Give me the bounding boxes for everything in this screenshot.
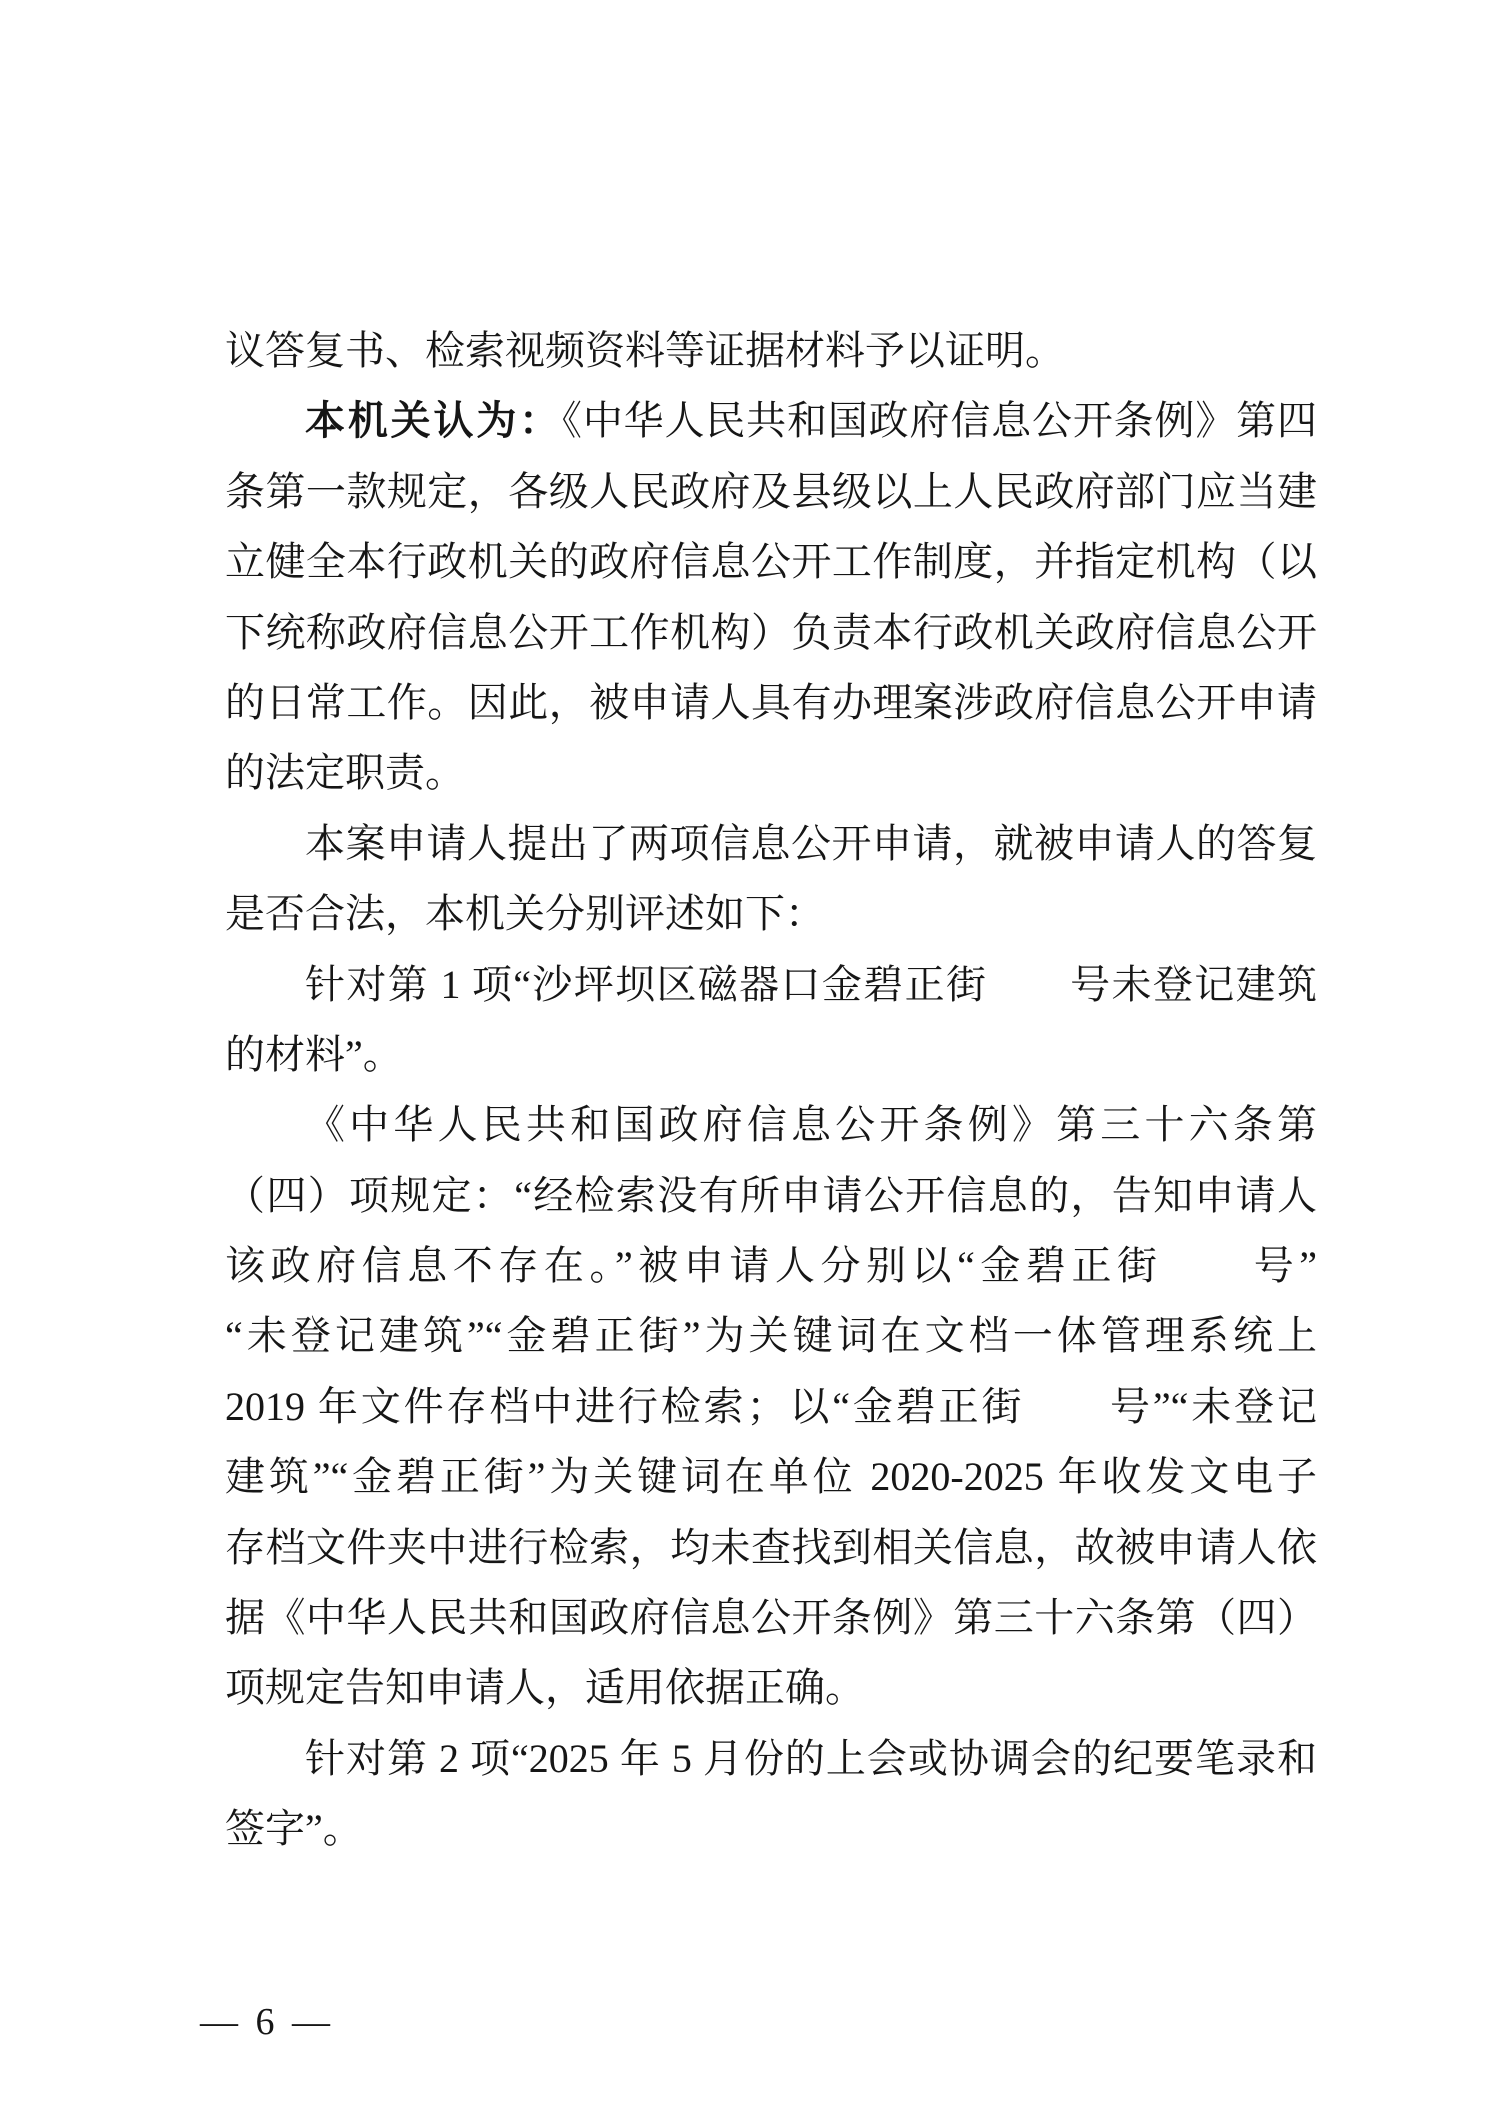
text-line: 是否合法，本机关分别评述如下： [225,891,825,937]
text-line: 2019 年文件存档中进行检索；以“金碧正街 号”“未登记 [225,1383,1317,1429]
text-line: 《中华人民共和国政府信息公开条例》第三十六条第 [305,1102,1317,1148]
bold-lead-text: 本机关认为： [305,399,562,444]
text-line: 议答复书、检索视频资料等证据材料予以证明。 [225,328,1065,373]
text-line: 该政府信息不存在。”被申请人分别以“金碧正街 号” [225,1243,1317,1289]
text-line [225,386,1317,456]
line-text: 《中华人民共和国政府信息公开条例》第四 [562,398,1317,444]
text-line: 的法定职责。 [225,750,465,796]
text-line: 据《中华人民共和国政府信息公开条例》第三十六条第（四） [225,1595,1317,1641]
text-line: 针对第 1 项“沙坪坝区磁器口金碧正街 号未登记建筑 [305,961,1317,1007]
text-line: 下统称政府信息公开工作机构）负责本行政机关政府信息公开 [225,609,1317,655]
text-line: 的材料”。 [225,1031,403,1077]
text-line: 项规定告知申请人，适用依据正确。 [225,1665,865,1711]
text-line: 立健全本行政机关的政府信息公开工作制度，并指定机构（以 [225,539,1317,585]
text-line: 针对第 2 项“2025 年 5 月份的上会或协调会的纪要笔录和 [305,1735,1317,1781]
text-line: （四）项规定：“经检索没有所申请公开信息的，告知申请人 [225,1172,1317,1218]
text-line: 签字”。 [225,1806,363,1852]
page-number: — 6 — [200,2001,334,2043]
text-line: “未登记建筑”“金碧正街”为关键词在文档一体管理系统上 [225,1313,1317,1359]
text-line: 存档文件夹中进行检索，均未查找到相关信息，故被申请人依 [225,1524,1317,1570]
body-text [225,316,1317,1865]
text-line: 条第一款规定，各级人民政府及县级以上人民政府部门应当建 [225,468,1317,514]
text-line: 的日常工作。因此，被申请人具有办理案涉政府信息公开申请 [225,679,1317,725]
text-line: 本案申请人提出了两项信息公开申请，就被申请人的答复 [305,820,1317,866]
text-line: 建筑”“金碧正街”为关键词在单位 2020-2025 年收发文电子 [225,1454,1317,1500]
